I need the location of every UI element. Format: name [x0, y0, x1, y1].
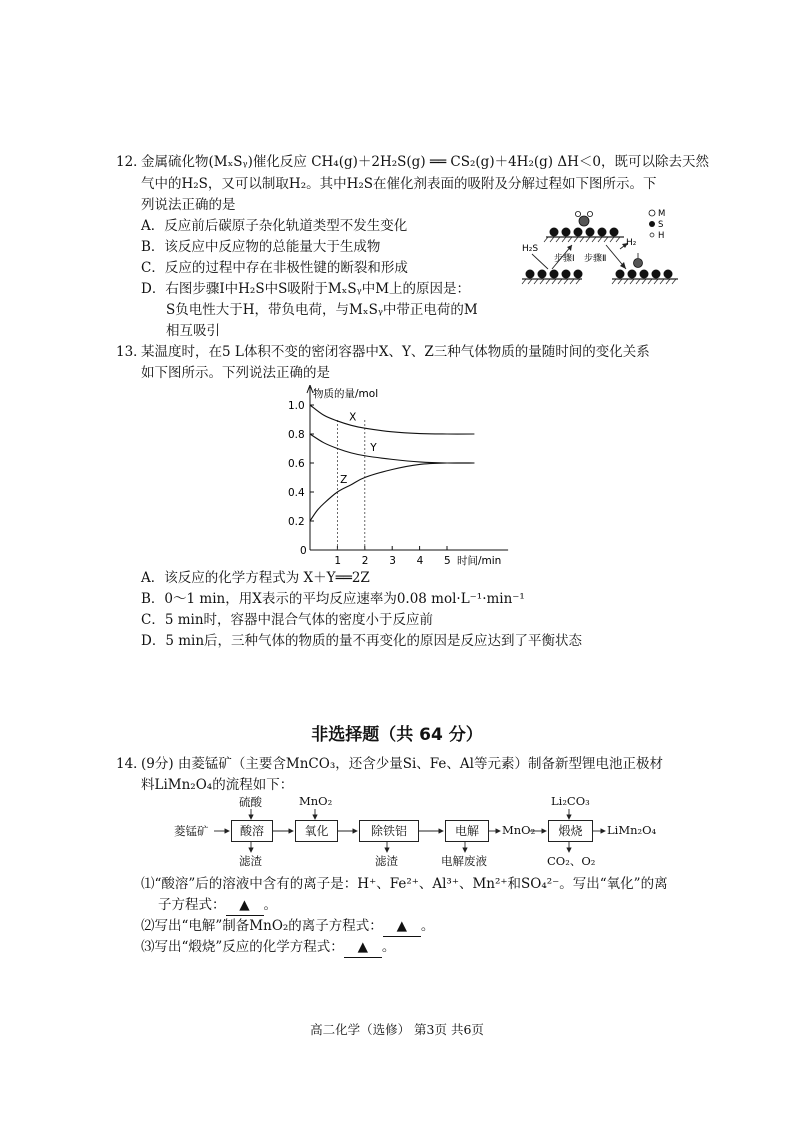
- legend-h: H: [658, 231, 665, 241]
- q12-option-a: A．反应前后碳原子杂化轨道类型不发生变化: [141, 218, 408, 234]
- flow-output-residue-1: 滤渣: [239, 854, 262, 868]
- q14-flowchart: [0, 795, 794, 875]
- h2s-label: H₂S: [522, 244, 539, 254]
- q14-sub-1-cont-text: 子方程式：: [158, 897, 226, 913]
- q14-sub-3-text: ⑶写出“煅烧”反应的化学方程式：: [141, 939, 344, 955]
- flow-start: 菱锰矿: [174, 824, 209, 838]
- q14-number: 14．: [116, 756, 147, 772]
- q12-stem-line-1: 金属硫化物(MₓSᵧ)催化反应 CH₄(g)＋2H₂S(g) ══ CS₂(g)＋4H₂(g) ΔH＜0，既可以除去天然: [141, 154, 709, 170]
- page-footer: 高二化学（选修） 第3页 共6页: [310, 1022, 484, 1037]
- flow-step-calcine: 煅烧: [548, 820, 593, 842]
- flow-output-residue-2: 滤渣: [375, 854, 398, 868]
- q12-stem-line-3: 列说法正确的是: [141, 197, 236, 213]
- y-tick-label: 0.4: [288, 487, 305, 499]
- q12-option-d-cont-1: S负电性大于H，带负电荷，与MₓSᵧ中带正电荷的M: [166, 302, 478, 318]
- y-axis-label: 物质的量/mol: [313, 388, 379, 400]
- q13-number: 13．: [116, 344, 147, 360]
- q13-option-a: A．该反应的化学方程式为 X＋Y══2Z: [141, 570, 370, 586]
- chart-series: [310, 405, 474, 521]
- h2-label: H₂: [626, 238, 637, 248]
- x-tick-label: 3: [389, 555, 396, 567]
- q14-sub-3-period: 。: [381, 939, 396, 955]
- q12-stem-line-2: 气中的H₂S，又可以制取H₂。其中H₂S在催化剂表面的吸附及分解过程如下图所示。下: [141, 176, 657, 192]
- q13-stem-line-2: 如下图所示。下列说法正确的是: [141, 365, 330, 381]
- section-title: 非选择题（共 64 分）: [311, 725, 483, 745]
- q13-stem-line-1: 某温度时，在5 L体积不变的密闭容器中X、Y、Z三种气体物质的量随时间的变化关系: [141, 344, 650, 360]
- flow-input-sulfuric-acid: 硫酸: [239, 795, 262, 809]
- flow-intermediate: MnO₂: [502, 823, 536, 837]
- q13-option-c: C．5 min时，容器中混合气体的密度小于反应前: [141, 612, 434, 628]
- flow-step-remove-fe-al: 除铁铝: [359, 820, 419, 842]
- series-line-z: [310, 463, 474, 521]
- q12-number: 12．: [116, 154, 147, 170]
- series-label-y: Y: [370, 442, 377, 455]
- y-tick-label: 0.2: [288, 516, 305, 528]
- legend-s: S: [658, 220, 664, 230]
- q12-option-c: C．反应的过程中存在非极性键的断裂和形成: [141, 260, 408, 276]
- q14-sub-2-text: ⑵写出“电解”制备MnO₂的离子方程式：: [141, 918, 383, 934]
- step2-label: 步骤Ⅱ: [584, 254, 607, 264]
- flow-step-acid: 酸溶: [231, 820, 273, 842]
- surface-bottom-right: [612, 253, 678, 284]
- q14-sub-1-period: 。: [263, 897, 277, 913]
- q12-option-d: D．右图步骤Ⅰ中H₂S中S吸附于MₓSᵧ中M上的原因是：: [141, 281, 471, 297]
- flow-output-gases: CO₂、O₂: [547, 854, 596, 868]
- q14-stem-line-2: 料LiMn₂O₄的流程如下：: [141, 777, 294, 793]
- surface-bottom-left: [522, 270, 583, 285]
- x-tick-label: 2: [361, 555, 369, 567]
- answer-blank-1[interactable]: ▲: [226, 895, 264, 916]
- q13-option-b: B．0～1 min，用X表示的平均反应速率为0.08 mol·L⁻¹·min⁻¹: [141, 591, 525, 607]
- q14-stem-line-1: (9分) 由菱锰矿（主要含MnCO₃，还含少量Si、Fe、Al等元素）制备新型锂电池正极材: [141, 756, 663, 772]
- flow-step-oxidize: 氧化: [295, 820, 338, 842]
- flow-output-waste-liquid: 电解废液: [441, 854, 487, 868]
- legend-m: M: [658, 209, 666, 219]
- series-line-y: [310, 434, 474, 463]
- figure-legend: [649, 209, 665, 241]
- q12-option-d-cont-2: 相互吸引: [166, 323, 220, 339]
- series-label-x: X: [349, 411, 357, 424]
- chart-labels: [288, 387, 501, 567]
- step1-label: 步骤Ⅰ: [554, 254, 575, 264]
- q12-option-b: B．该反应中反应物的总能量大于生成物: [141, 239, 381, 255]
- q14-sub-3: [141, 937, 395, 958]
- y-tick-label: 0.6: [288, 458, 305, 470]
- q13-line-chart: [270, 385, 510, 570]
- flow-step-electrolysis: 电解: [445, 820, 489, 842]
- x-tick-label: 1: [334, 555, 342, 567]
- series-label-z: Z: [340, 474, 348, 487]
- answer-blank-2[interactable]: ▲: [383, 916, 421, 937]
- x-tick-label: 5: [444, 555, 451, 567]
- flow-input-mno2: MnO₂: [299, 794, 333, 808]
- surface-top: [544, 211, 624, 242]
- q13-option-d: D．5 min后，三种气体的物质的量不再变化的原因是反应达到了平衡状态: [141, 633, 583, 649]
- flow-input-li2co3: Li₂CO₃: [551, 794, 590, 808]
- q14-sub-1-cont: [158, 895, 277, 916]
- series-line-x: [310, 405, 474, 434]
- y-tick-label: 1.0: [288, 400, 305, 412]
- q14-sub-2-period: 。: [420, 918, 435, 934]
- q14-sub-1: ⑴“酸溶”后的溶液中含有的离子是：H⁺、Fe²⁺、Al³⁺、Mn²⁺和SO₄²⁻。写出“氧化”的离: [141, 876, 668, 892]
- x-tick-label: 4: [416, 555, 424, 567]
- answer-blank-3[interactable]: ▲: [344, 937, 382, 958]
- q12-catalyst-figure: [518, 205, 688, 287]
- q14-sub-2: [141, 916, 434, 937]
- x-axis-label: 时间/min: [457, 555, 502, 567]
- origin-label: 0: [300, 545, 307, 557]
- y-tick-label: 0.8: [288, 429, 305, 441]
- flow-product: LiMn₂O₄: [607, 823, 657, 837]
